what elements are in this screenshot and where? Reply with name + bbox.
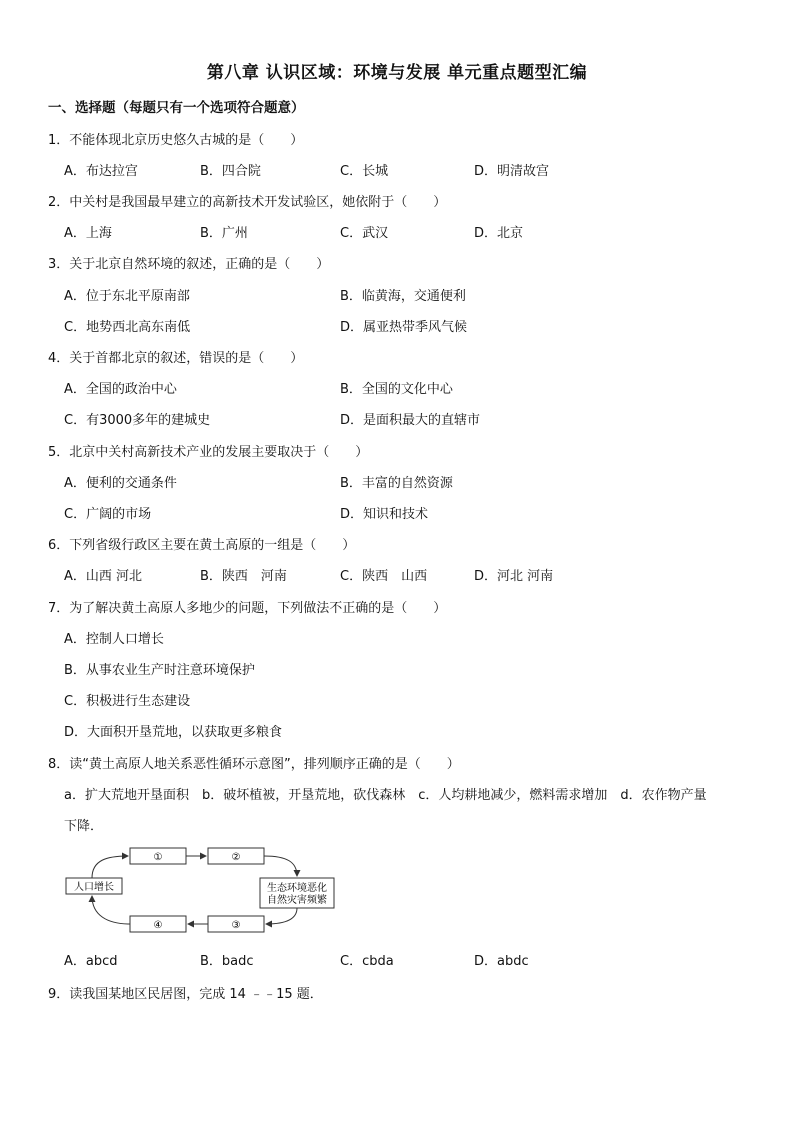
cycle-arrow-left-to-1 [92, 856, 128, 878]
question-5-stem: 5．北京中关村高新技术产业的发展主要取决于（ ） [48, 445, 369, 460]
question-6-option-a: A．山西 河北 [64, 569, 143, 584]
question-7-stem: 7．为了解决黄土高原人多地少的问题，下列做法不正确的是（ ） [48, 601, 447, 616]
question-5-option-a: A．便利的交通条件 [64, 476, 177, 491]
question-8-stem: 8．读“黄土高原人地关系恶性循环示意图”，排列顺序正确的是（ ） [48, 757, 460, 772]
question-2-option-b: B．广州 [200, 226, 248, 241]
question-2-option-d: D．北京 [474, 226, 524, 241]
question-8-option-b: B．badc [200, 954, 254, 969]
cycle-diagram [62, 840, 352, 940]
question-3-option-c: C．地势西北高东南低 [64, 320, 191, 335]
page-title: 第八章 认识区域：环境与发展 单元重点题型汇编 [206, 63, 588, 83]
cycle-box-left-label: 人口增长 [74, 882, 114, 893]
question-5-option-d: D．知识和技术 [340, 507, 429, 522]
cycle-arrow-4-to-left [92, 896, 130, 924]
question-3-option-a: A．位于东北平原南部 [64, 289, 190, 304]
question-8-description-cont: 下降． [64, 819, 104, 834]
question-3-stem: 3．关于北京自然环境的叙述，正确的是（ ） [48, 257, 330, 272]
cycle-box-3-label: ③ [231, 920, 241, 931]
question-8-option-d: D．abdc [474, 954, 529, 969]
question-6-option-b: B．陕西 河南 [200, 569, 287, 584]
cycle-box-4-label: ④ [153, 920, 163, 931]
question-7-option-a: A．控制人口增长 [64, 632, 164, 647]
question-7-option-b: B．从事农业生产时注意环境保护 [64, 663, 255, 678]
question-2-option-c: C．武汉 [340, 226, 389, 241]
cycle-box-right-line2: 自然灾害频繁 [267, 895, 327, 906]
question-7-option-d: D．大面积开垦荒地，以获取更多粮食 [64, 725, 283, 740]
question-9-stem: 9．读我国某地区民居图，完成 14 ﹣﹣15 题． [48, 987, 323, 1002]
question-8-option-a: A．abcd [64, 954, 118, 969]
question-8-option-c: C．cbda [340, 954, 394, 969]
cycle-arrow-right-to-3 [266, 908, 297, 924]
question-3-option-b: B．临黄海，交通便利 [340, 289, 466, 304]
question-1-option-b: B．四合院 [200, 164, 261, 179]
question-2-stem: 2．中关村是我国最早建立的高新技术开发试验区，她依附于（ ） [48, 195, 447, 210]
question-7-option-c: C．积极进行生态建设 [64, 694, 191, 709]
question-1-option-d: D．明清故宫 [474, 164, 550, 179]
question-8-description: a．扩大荒地开垦面积 b．破坏植被，开垦荒地，砍伐森林 c．人均耕地减少，燃料需求增加 d．农作物产量 [64, 788, 707, 803]
question-2-option-a: A．上海 [64, 226, 112, 241]
question-4-option-a: A．全国的政治中心 [64, 382, 177, 397]
question-5-option-b: B．丰富的自然资源 [340, 476, 453, 491]
cycle-box-2-label: ② [231, 852, 241, 863]
question-3-option-d: D．属亚热带季风气候 [340, 320, 468, 335]
cycle-box-1-label: ① [153, 852, 163, 863]
section-heading: 一、选择题（每题只有一个选项符合题意） [48, 100, 305, 116]
question-4-option-c: C．有3000多年的建城史 [64, 413, 211, 428]
question-1-option-c: C．长城 [340, 164, 389, 179]
question-4-stem: 4．关于首都北京的叙述，错误的是（ ） [48, 351, 304, 366]
question-4-option-d: D．是面积最大的直辖市 [340, 413, 481, 428]
question-1-option-a: A．布达拉宫 [64, 164, 138, 179]
cycle-arrow-2-to-right [264, 856, 297, 876]
question-6-option-d: D．河北 河南 [474, 569, 554, 584]
question-6-option-c: C．陕西 山西 [340, 569, 428, 584]
cycle-box-right-line1: 生态环境恶化 [267, 883, 327, 894]
question-5-option-c: C．广阔的市场 [64, 507, 152, 522]
question-1-stem: 1．不能体现北京历史悠久古城的是（ ） [48, 133, 304, 148]
question-4-option-b: B．全国的文化中心 [340, 382, 453, 397]
question-6-stem: 6．下列省级行政区主要在黄土高原的一组是（ ） [48, 538, 356, 553]
